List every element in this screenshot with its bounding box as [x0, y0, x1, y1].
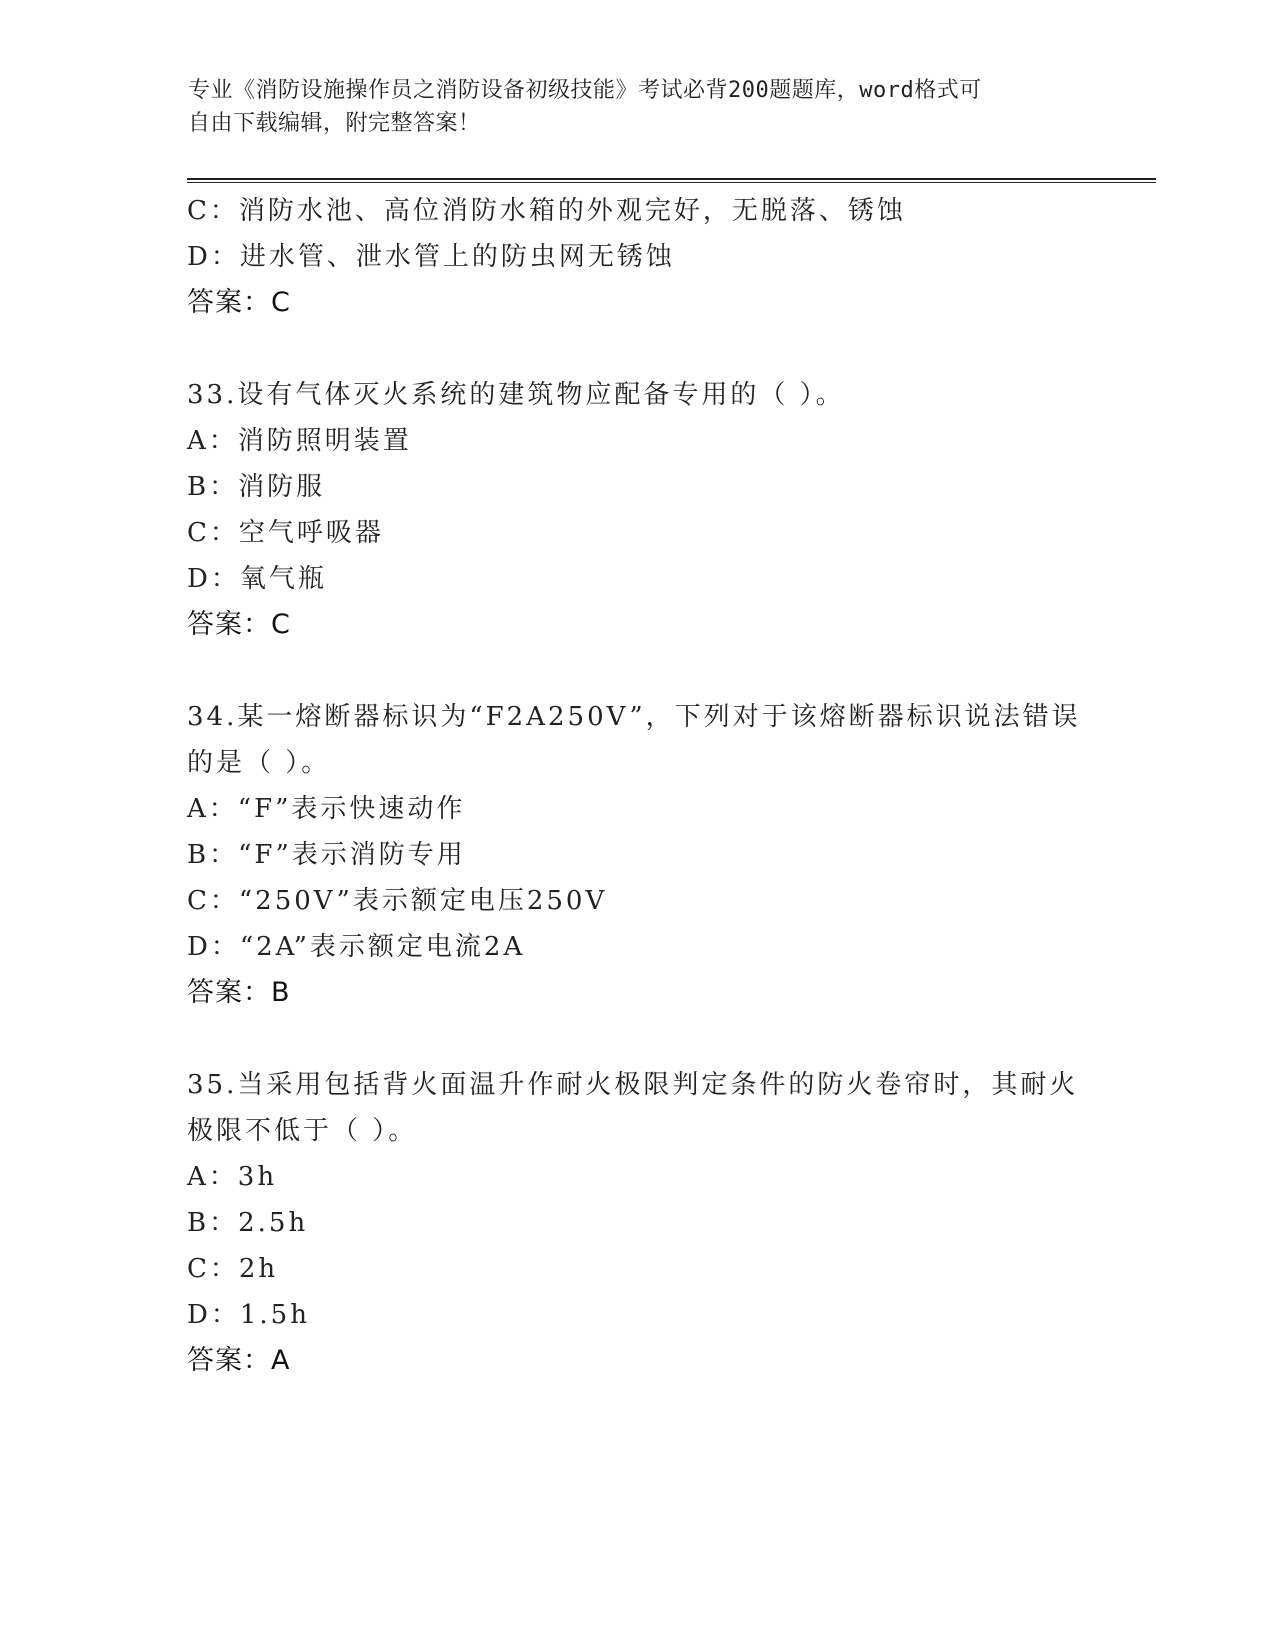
question-stem: 34.某一熔断器标识为“F2A250V”，下列对于该熔断器标识说法错误 — [187, 702, 1081, 732]
option-d: D：“2A”表示额定电流2A — [187, 932, 526, 962]
question-stem: 35.当采用包括背火面温升作耐火极限判定条件的防火卷帘时，其耐火 — [187, 1070, 1079, 1100]
option-c: C：消防水池、高位消防水箱的外观完好，无脱落、锈蚀 — [187, 196, 906, 226]
answer-label: 答案：C — [187, 609, 291, 640]
option-a: A：3h — [187, 1162, 278, 1192]
option-c: C：2h — [187, 1254, 279, 1284]
answer-label: 答案：B — [187, 977, 291, 1008]
question-34 — [187, 694, 1087, 1016]
header-title-line-1: 专业《消防设施操作员之消防设备初级技能》考试必背200题题库，word格式可 — [188, 78, 982, 103]
question-35 — [187, 1062, 1087, 1384]
option-a: A：“F”表示快速动作 — [187, 794, 466, 824]
answer-label: 答案：A — [187, 1345, 291, 1376]
option-d: D：氧气瓶 — [187, 564, 327, 594]
option-c: C：“250V”表示额定电压250V — [187, 886, 608, 916]
question-stem: 33.设有气体灭火系统的建筑物应配备专用的（ ）。 — [187, 380, 845, 410]
option-c: C：空气呼吸器 — [187, 518, 384, 548]
answer-label: 答案：C — [187, 287, 291, 318]
spacer — [187, 326, 1087, 372]
question-content — [187, 188, 1087, 1384]
spacer — [187, 648, 1087, 694]
header-title-line-2: 自由下载编辑，附完整答案！ — [188, 111, 481, 136]
option-d: D：1.5h — [187, 1300, 310, 1330]
option-b: B：2.5h — [187, 1208, 309, 1238]
option-a: A：消防照明装置 — [187, 426, 412, 456]
spacer — [187, 1016, 1087, 1062]
question-32-continued — [187, 188, 1087, 326]
question-stem-continued: 的是（ ）。 — [187, 748, 331, 778]
question-33 — [187, 372, 1087, 648]
option-b: B：消防服 — [187, 472, 326, 502]
option-b: B：“F”表示消防专用 — [187, 840, 466, 870]
document-header — [188, 74, 1068, 140]
question-stem-continued: 极限不低于（ ）。 — [187, 1116, 418, 1146]
header-divider — [187, 178, 1156, 183]
option-d: D：进水管、泄水管上的防虫网无锈蚀 — [187, 242, 675, 272]
